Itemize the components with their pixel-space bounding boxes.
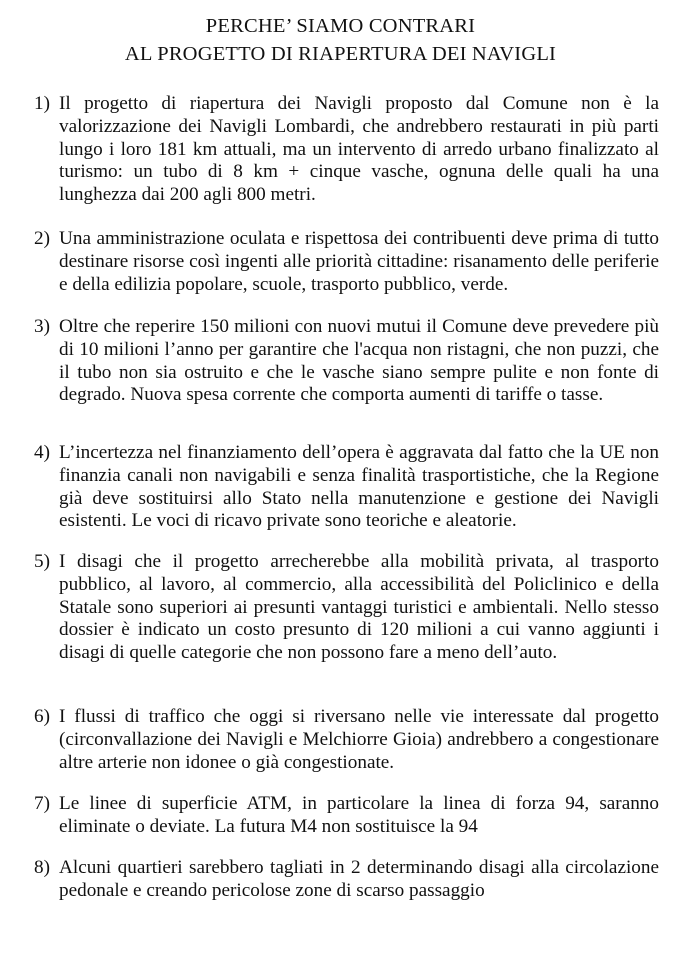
document-title-line-2: AL PROGETTO DI RIAPERTURA DEI NAVIGLI	[124, 43, 557, 65]
list-item-text: L’incertezza nel finanziamento dell’opera è aggravata dal fatto che la UE non finanzia canali non navigabili e senza finalità trasportistiche, che la Regione già deve sostituirsi allo Stato nella manutenzione e gestione dei Navigli esistenti. Le voci di ricavo private sono teoriche e aleatorie.	[59, 442, 659, 532]
list-item-number: 2)	[34, 228, 50, 249]
list-item-text: I flussi di traffico che oggi si riversano nelle vie interessate dal progetto (circonvallazione dei Navigli e Melchiorre Gioia) andrebbero a congestionare altre arterie non idonee o già congestionate.	[59, 706, 659, 773]
list-item-number: 7)	[34, 793, 50, 814]
list-item-text: Una amministrazione oculata e rispettosa dei contribuenti deve prima di tutto destinare risorse così ingenti alle priorità cittadine: risanamento delle periferie e della edilizia popolare, scuole, trasporto pubblico, verde.	[59, 228, 659, 295]
document-title-line-1: PERCHE’ SIAMO CONTRARI	[205, 15, 476, 37]
list-item-text: Alcuni quartieri sarebbero tagliati in 2 determinando disagi alla circolazione pedonale e creando pericolose zone di scarso passaggio	[59, 857, 659, 901]
list-item-number: 6)	[34, 706, 50, 727]
list-item-number: 8)	[34, 857, 50, 878]
list-item-number: 3)	[34, 316, 50, 337]
list-item-text: Oltre che reperire 150 milioni con nuovi mutui il Comune deve prevedere più di 10 milioni l’anno per garantire che l'acqua non ristagni, che non puzzi, che il tubo non sia ostruito e che le vasche siano sempre pulite e non fonte di degrado. Nuova spesa corrente che comporta aumenti di tariffe o tasse.	[59, 316, 659, 406]
list-item-number: 4)	[34, 442, 50, 463]
list-item-text: Le linee di superficie ATM, in particolare la linea di forza 94, saranno eliminate o deviate. La futura M4 non sostituisce la 94	[59, 793, 659, 837]
list-item-text: Il progetto di riapertura dei Navigli proposto dal Comune non è la valorizzazione dei Navigli Lombardi, che andrebbero restaurati in più parti lungo i loro 181 km attuali, ma un intervento di arredo urbano finalizzato al turismo: un tubo di 8 km + cinque vasche, ognuna delle quali ha una lunghezza dai 200 agli 800 metri.	[59, 93, 659, 206]
list-item-text: I disagi che il progetto arrecherebbe alla mobilità privata, al trasporto pubblico, al lavoro, al commercio, alla accessibilità del Policlinico e della Statale sono superiori ai presunti vantaggi turistici e ambientali. Nello stesso dossier è indicato un costo presunto di 120 milioni a cui vanno aggiunti i disagi di quelle categorie che non possono fare a meno dell’auto.	[59, 551, 659, 664]
list-item-number: 1)	[34, 93, 50, 114]
list-item-number: 5)	[34, 551, 50, 572]
